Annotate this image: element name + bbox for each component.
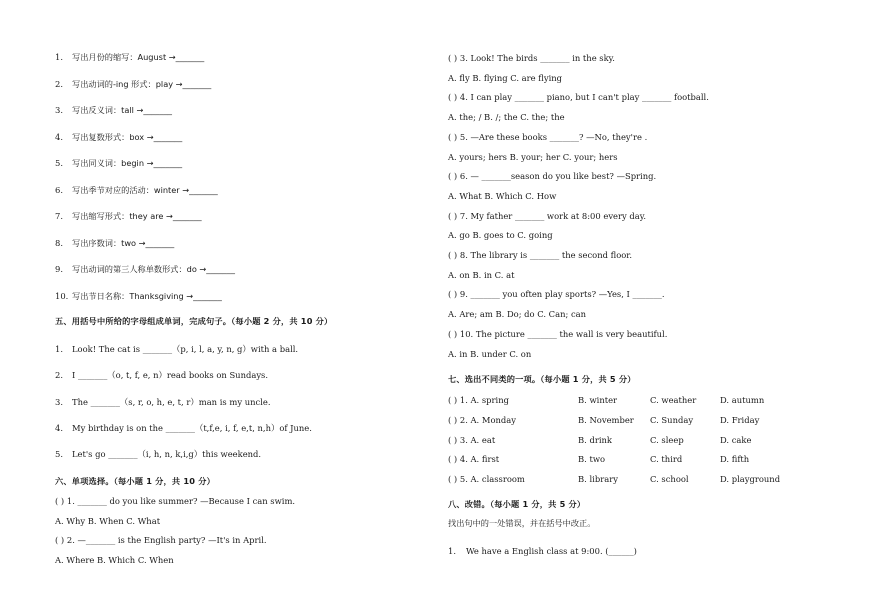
part7-option-b: B. November [578,414,634,425]
part7-option-d: D. cake [720,434,752,445]
part8-item-text: We have a English class at 9:00. (______) [466,546,637,556]
part5-item-text: I _______（o, t, f, e, n）read books on Sundays. [72,370,269,381]
part5-item-text: My birthday is on the _______（t,f,e, i, f, e,t, n,h）of June. [72,422,312,433]
part5-item-number: 3. [55,396,63,407]
part7-option-d: D. autumn [720,395,765,405]
question-line: ( ) 9. _______ you often play sports? —Yes, I _______. [448,289,665,300]
part7-option-c: C. Sunday [650,414,694,425]
part5-item-text: Let's go _______（i, h, n, k,i,g）this weekend. [72,449,262,460]
options-line: A. in B. under C. on [448,348,532,359]
part4-item-text: 写出序数词：two →_______ [72,237,175,248]
part7-question: ( ) 5. A. classroom [448,474,525,485]
question-line: ( ) 7. My father _______ work at 8:00 every day. [448,210,647,221]
part8-heading: 八、改错。（每小题 1 分，共 5 分） [448,499,586,509]
part4-item-text: 写出月份的缩写：August →_______ [72,52,205,62]
options-line: A. on B. in C. at [448,269,515,280]
part4-item-text: 写出同义词：begin →_______ [72,158,183,168]
part5-item-text: Look! The cat is _______（p, i, l, a, y, n, g）with a ball. [72,344,299,354]
question-line: ( ) 5. —Are these books _______? —No, they're . [448,131,648,142]
part5-item-number: 4. [55,422,63,433]
part7-question: ( ) 1. A. spring [448,395,509,405]
part4-item-text: 写出动词的-ing 形式：play →_______ [72,78,212,89]
part7-option-c: C. sleep [650,434,684,445]
part7-option-b: B. winter [578,395,618,405]
question-line: ( ) 6. — _______season do you like best? —Spring. [448,171,657,182]
part7-question: ( ) 4. A. first [448,454,500,465]
part4-item-number: 2. [55,78,63,89]
part4-item-text: 写出节日名称：Thanksgiving →_______ [72,290,222,301]
part7-option-b: B. library [578,474,618,485]
part5-item-number: 5. [55,449,63,460]
part5-heading: 五、用括号中所给的字母组成单词，完成句子。（每小题 2 分，共 10 分） [55,316,333,326]
options-line: A. fly B. flying C. are flying [448,72,563,83]
part7-heading: 七、选出不同类的一项。（每小题 1 分，共 5 分） [448,374,636,384]
part4-item-number: 4. [55,131,63,142]
part7-question: ( ) 2. A. Monday [448,414,516,425]
part7-option-c: C. weather [650,395,697,405]
part4-item-number: 9. [55,264,63,274]
part4-item-text: 写出缩写形式：they are →_______ [72,211,202,221]
part4-item-number: 5. [55,158,63,168]
options-line: A. go B. goes to C. going [448,230,553,241]
part7-option-b: B. drink [578,434,612,445]
question-line: ( ) 3. Look! The birds _______ in the sky. [448,53,615,63]
part4-item-text: 写出复数形式：box →_______ [72,131,183,142]
question-line: ( ) 8. The library is _______ the second floor. [448,250,633,260]
options-line: A. Are; am B. Do; do C. Can; can [448,309,587,320]
part4-item-number: 8. [55,237,63,248]
part4-item-text: 写出反义词：tall →_______ [72,105,173,115]
part5-item-text: The _______（s, r, o, h, e, t, r）man is my uncle. [72,396,271,407]
question-line: ( ) 4. I can play _______ piano, but I can't play _______ football. [448,92,709,103]
part5-item-number: 1. [55,344,63,354]
options-line: A. yours; hers B. your; her C. your; hers [448,151,618,162]
part7-question: ( ) 3. A. eat [448,434,496,445]
question-line: ( ) 2. —_______ is the English party? —It's in April. [55,535,267,546]
part7-option-b: B. two [578,454,606,465]
options-line: A. What B. Which C. How [448,190,557,201]
part7-option-d: D. fifth [720,454,750,465]
part4-item-text: 写出动词的第三人称单数形式：do →_______ [72,264,235,274]
part7-option-c: C. third [650,454,683,465]
part4-item-text: 写出季节对应的活动：winter →_______ [72,184,218,195]
part7-option-d: D. playground [720,474,781,485]
part4-item-number: 10. [55,290,69,301]
part7-option-c: C. school [650,474,689,485]
part5-item-number: 2. [55,370,63,381]
part6-heading: 六、单项选择。（每小题 1 分，共 10 分） [55,476,215,486]
part7-option-d: D. Friday [720,414,760,425]
options-line: A. the; / B. /; the C. the; the [448,112,565,123]
part4-item-number: 7. [55,211,63,221]
part8-instruction: 找出句中的一处错误，并在括号中改正。 [448,518,596,528]
question-line: ( ) 10. The picture _______ the wall is very beautiful. [448,328,668,339]
options-line: A. Where B. Which C. When [55,555,174,566]
part4-item-number: 3. [55,105,63,115]
question-line: ( ) 1. _______ do you like summer? —Because I can swim. [55,496,296,506]
part4-item-number: 1. [55,52,63,62]
part4-item-number: 6. [55,184,63,195]
options-line: A. Why B. When C. What [55,515,161,526]
part8-item-number: 1. [448,546,456,556]
